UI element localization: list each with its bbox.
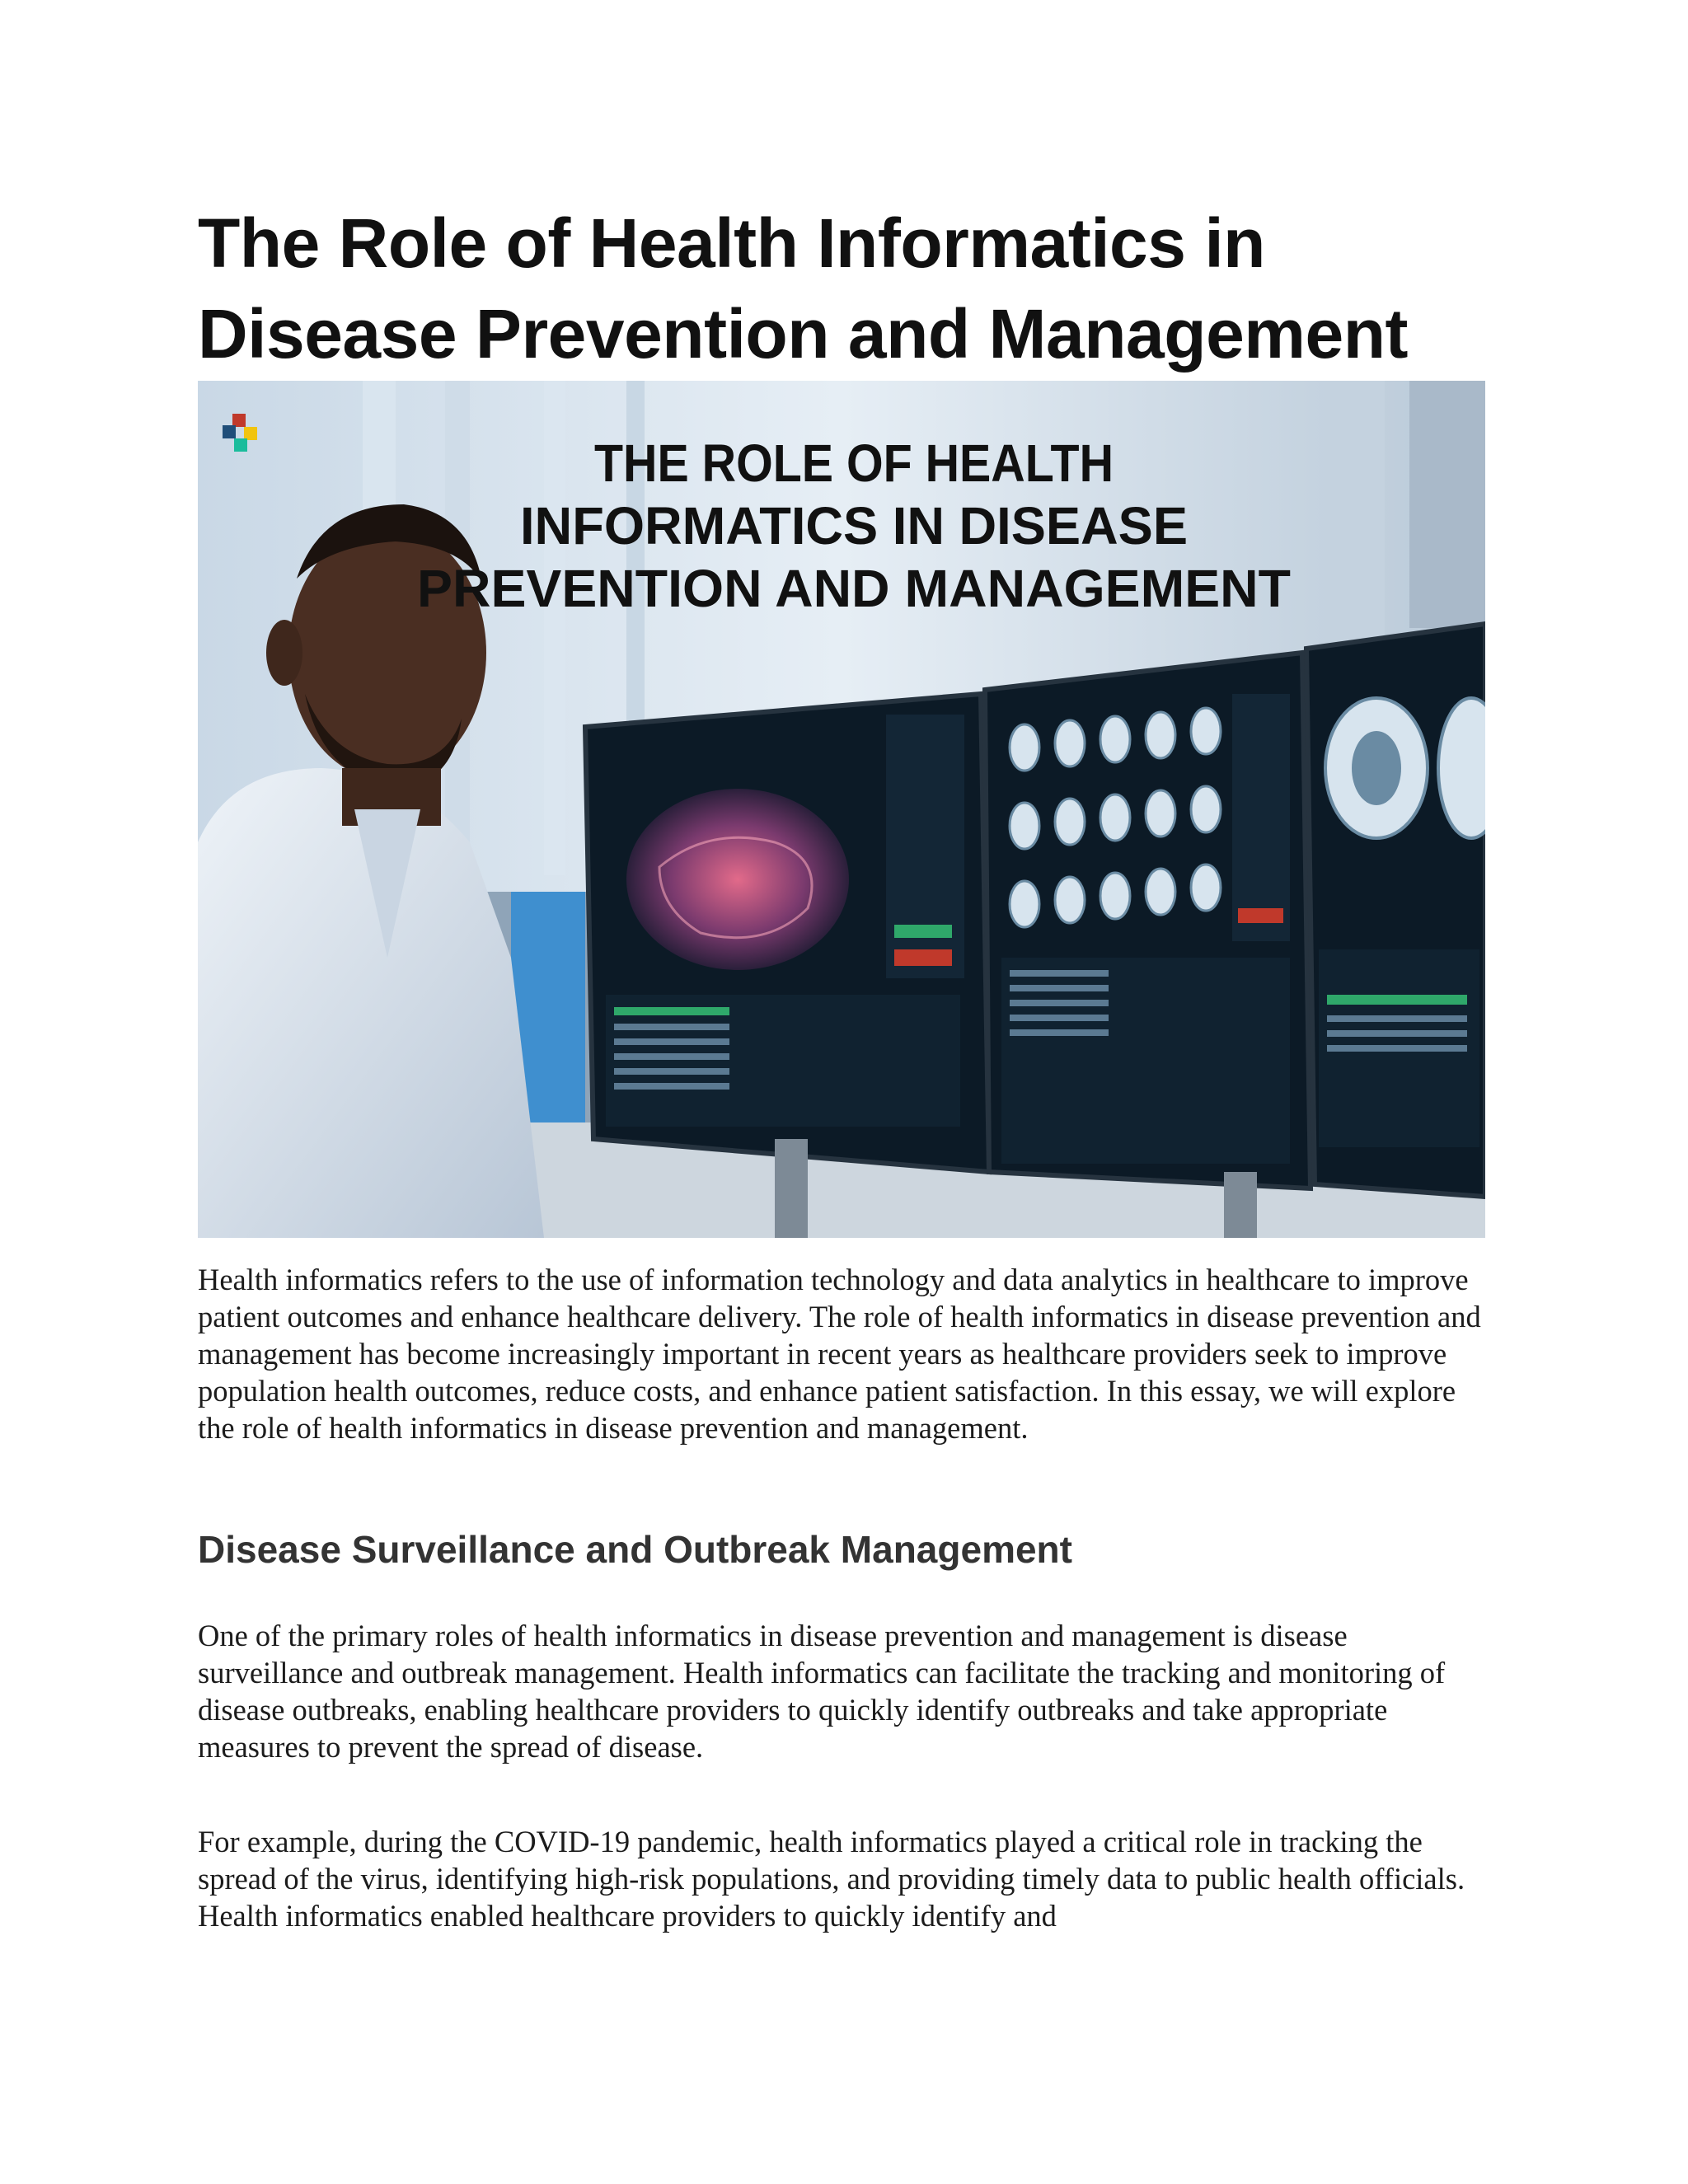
- banner-line-2: INFORMATICS IN DISEASE: [520, 496, 1188, 555]
- intro-paragraph: Health informatics refers to the use of information technology and data analytics in healthcare to improve patient outcomes and enhance healthcare delivery. The role of health informatics in disease prevention and management has become increasingly important in recent years as healthcare providers seek to improve population health outcomes, reduce costs, and enhance patient satisfaction. In this essay, we will explore the role of health informatics in disease prevention and management.: [198, 1263, 1481, 1445]
- surveillance-paragraph: One of the primary roles of health informatics in disease prevention and management is disease surveillance and outbreak management. Health informatics can facilitate the tracking and monitoring of disease outbreaks, enabling healthcare providers to quickly identify outbreaks and take appropriate measures to prevent the spread of disease.: [198, 1619, 1446, 1764]
- hero-image: [198, 381, 1485, 1238]
- page-title: The Role of Health Informatics in Disease Prevention and Management: [198, 204, 1408, 373]
- covid-example-paragraph: For example, during the COVID-19 pandemic, health informatics played a critical role in tracking the spread of the virus, identifying high-risk populations, and providing timely data to public health officials. Health informatics enabled healthcare providers to quickly identify and: [198, 1825, 1465, 1933]
- banner-line-3: PREVENTION AND MANAGEMENT: [417, 559, 1291, 618]
- banner-line-1: THE ROLE OF HEALTH: [594, 434, 1114, 493]
- section-heading: Disease Surveillance and Outbreak Management: [198, 1528, 1072, 1571]
